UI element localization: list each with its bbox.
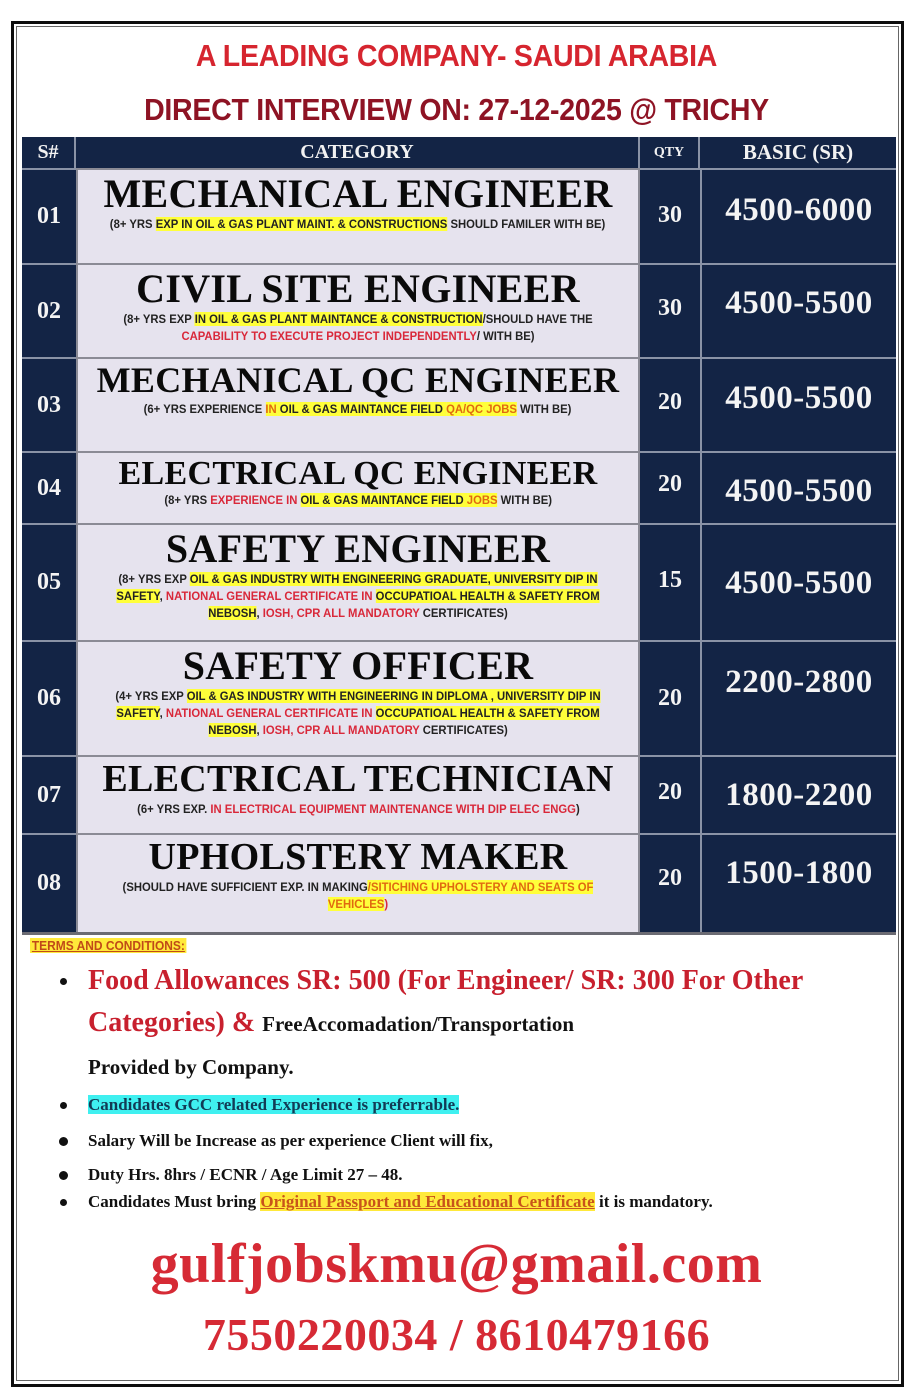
requirement-segment: CERTIFICATES) [419,723,508,737]
requirement-segment: NATIONAL GENERAL CERTIFICATE IN [165,706,376,720]
row-serial-number: 07 [22,755,76,833]
requirement-segment: IOSH, CPR ALL MANDATORY [262,606,420,620]
table-bottom-border [22,932,896,935]
row-basic-salary: 4500-5500 [700,451,896,523]
terms-list [58,960,888,1213]
job-requirements [108,879,608,913]
duty-text: Duty Hrs. 8hrs / ECNR / Age Limit 27 – 48. [88,1165,403,1184]
row-quantity: 20 [640,833,700,932]
job-title: ELECTRICAL TECHNICIAN [102,758,614,800]
requirement-segment: , [256,723,263,737]
row-category [76,640,640,755]
requirement-segment: (8+ YRS [164,493,211,508]
table-row [22,451,896,523]
table-row [22,755,896,833]
row-basic-salary: 4500-5500 [700,523,896,640]
bullet-icon [59,1137,68,1146]
row-quantity: 20 [640,640,700,755]
header-category: CATEGORY [76,137,640,168]
table-header [22,137,896,168]
requirement-segment: IN ELECTRICAL EQUIPMENT MAINTENANCE WITH DIP ELEC ENGG [209,801,576,816]
job-title: UPHOLSTERY MAKER [148,836,568,878]
table-row [22,833,896,932]
contact-phones[interactable]: 7550220034 / 8610479166 [202,1309,711,1360]
row-category [76,523,640,640]
job-requirements [108,311,608,345]
requirement-segment: CERTIFICATES) [419,606,508,620]
table-row [22,168,896,263]
terms-item-salary [58,1131,888,1151]
requirement-segment: OIL & GAS INDUSTRY WITH ENGINEERING GRADUATE, UNIVERSITY DIP IN SAFETY [116,572,598,603]
requirement-segment: , [159,589,166,603]
table-row [22,640,896,755]
requirement-segment: / WITH BE) [476,329,535,343]
contact-email[interactable]: gulfjobskmu@gmail.com [150,1233,763,1295]
row-serial-number: 04 [22,451,76,523]
salary-text: Salary Will be Increase as per experience Client will fix, [88,1131,493,1150]
provided-text: Provided by Company. [88,1055,294,1079]
table-row [22,357,896,451]
requirement-segment: IN [265,401,278,416]
header-sn: S# [22,137,76,168]
job-requirements [137,801,580,818]
requirement-segment: OCCUPATIOAL HEALTH & SAFETY FROM NEBOSH [208,706,600,737]
documents-pre-text: Candidates Must bring [88,1192,261,1211]
job-requirements [108,688,608,739]
requirement-segment: OCCUPATIOAL HEALTH & SAFETY FROM NEBOSH [208,589,600,620]
requirement-segment: SHOULD FAMILER WITH BE) [447,217,606,231]
documents-highlight-text: Original Passport and Educational Certificate [260,1192,595,1211]
row-quantity: 15 [640,523,700,640]
row-quantity: 30 [640,168,700,263]
gcc-text: Candidates GCC related Experience is preferrable. [88,1095,460,1114]
row-basic-salary: 1800-2200 [700,755,896,833]
requirement-segment: NATIONAL GENERAL CERTIFICATE IN [165,589,376,603]
table-row [22,263,896,357]
bullet-icon [60,978,67,985]
row-quantity: 20 [640,451,700,523]
row-serial-number: 06 [22,640,76,755]
row-category [76,168,640,263]
requirement-segment: OIL & GAS INDUSTRY WITH ENGINEERING IN DIPLOMA , UNIVERSITY DIP IN SAFETY [116,689,601,720]
requirement-segment: (SHOULD HAVE SUFFICIENT EXP. IN MAKING [122,879,368,894]
company-title: A LEADING COMPANY- SAUDI ARABIA [195,38,718,73]
row-category [76,451,640,523]
requirement-segment: (8+ YRS EXP [123,312,195,326]
requirement-segment: (6+ YRS EXP. [136,801,210,816]
row-serial-number: 03 [22,357,76,451]
job-title: MECHANICAL QC ENGINEER [96,360,620,400]
row-category [76,263,640,357]
requirement-segment: /SHOULD HAVE THE [482,312,593,326]
requirement-segment: QA/QC JOBS [446,401,518,416]
bullet-icon [60,1102,67,1109]
job-title: SAFETY ENGINEER [165,526,551,571]
requirement-segment: WITH BE) [517,401,572,416]
row-basic-salary: 4500-5500 [700,357,896,451]
accommodation-text: FreeAccomadation/Transportation [262,1012,575,1036]
job-title: ELECTRICAL QC ENGINEER [118,455,598,492]
food-allowance-text: Food Allowances SR: 500 (For Engineer/ SR: 300 For Other Categories) & [88,965,803,1038]
row-quantity: 20 [640,357,700,451]
job-requirements [164,492,552,509]
requirement-segment: CAPABILITY TO EXECUTE PROJECT INDEPENDENTLY [181,329,477,343]
row-category [76,833,640,932]
terms-item-documents [58,1191,888,1213]
job-title: MECHANICAL ENGINEER [103,171,613,216]
interview-date-title: DIRECT INTERVIEW ON: 27-12-2025 @ TRICHY [144,92,769,127]
row-basic-salary: 2200-2800 [700,640,896,755]
requirement-segment: ) [384,896,389,911]
requirement-segment: (8+ YRS EXP [118,572,190,586]
requirement-segment: OIL & GAS MAINTANCE FIELD [300,493,467,508]
row-category [76,357,640,451]
row-serial-number: 05 [22,523,76,640]
requirement-segment: , [159,706,166,720]
row-basic-salary: 4500-6000 [700,168,896,263]
row-quantity: 20 [640,755,700,833]
requirement-segment: IN OIL & GAS PLANT MAINTANCE & CONSTRUCTION [194,312,483,326]
bullet-icon [59,1171,68,1180]
header-qty: QTY [640,137,700,168]
requirement-segment: OIL & GAS MAINTANCE FIELD [277,401,447,416]
requirement-segment: EXPERIENCE IN [210,493,301,508]
row-category [76,755,640,833]
terms-item-duty [58,1165,888,1185]
job-title: CIVIL SITE ENGINEER [136,266,580,311]
row-serial-number: 01 [22,168,76,263]
row-quantity: 30 [640,263,700,357]
terms-item-gcc [58,1093,888,1117]
row-basic-salary: 4500-5500 [700,263,896,357]
documents-post-text: it is mandatory. [594,1192,713,1211]
header-basic: BASIC (SR) [742,140,854,164]
row-serial-number: 02 [22,263,76,357]
requirement-segment: (6+ YRS EXPERIENCE [144,401,266,416]
row-serial-number: 08 [22,833,76,932]
table-row [22,523,896,640]
requirement-segment: JOBS [466,493,498,508]
requirement-segment: (4+ YRS EXP [115,689,187,703]
requirement-segment: (8+ YRS [110,217,157,231]
requirement-segment: EXP IN OIL & GAS PLANT MAINT. & CONSTRUCTIONS [156,217,448,231]
job-requirements [110,216,605,233]
requirement-segment: , [256,606,263,620]
job-requirements [144,401,572,418]
terms-item-food [58,960,888,1087]
terms-heading: TERMS AND CONDITIONS: [31,938,185,953]
bullet-icon [60,1199,67,1206]
requirement-segment: /SITICHING UPHOLSTERY AND SEATS OF VEHICLES [327,879,594,911]
row-basic-salary: 1500-1800 [700,833,896,932]
requirement-segment: ) [575,801,580,816]
job-title: SAFETY OFFICER [182,643,534,688]
requirement-segment: WITH BE) [497,493,552,508]
job-requirements [108,571,608,622]
requirement-segment: IOSH, CPR ALL MANDATORY [262,723,420,737]
